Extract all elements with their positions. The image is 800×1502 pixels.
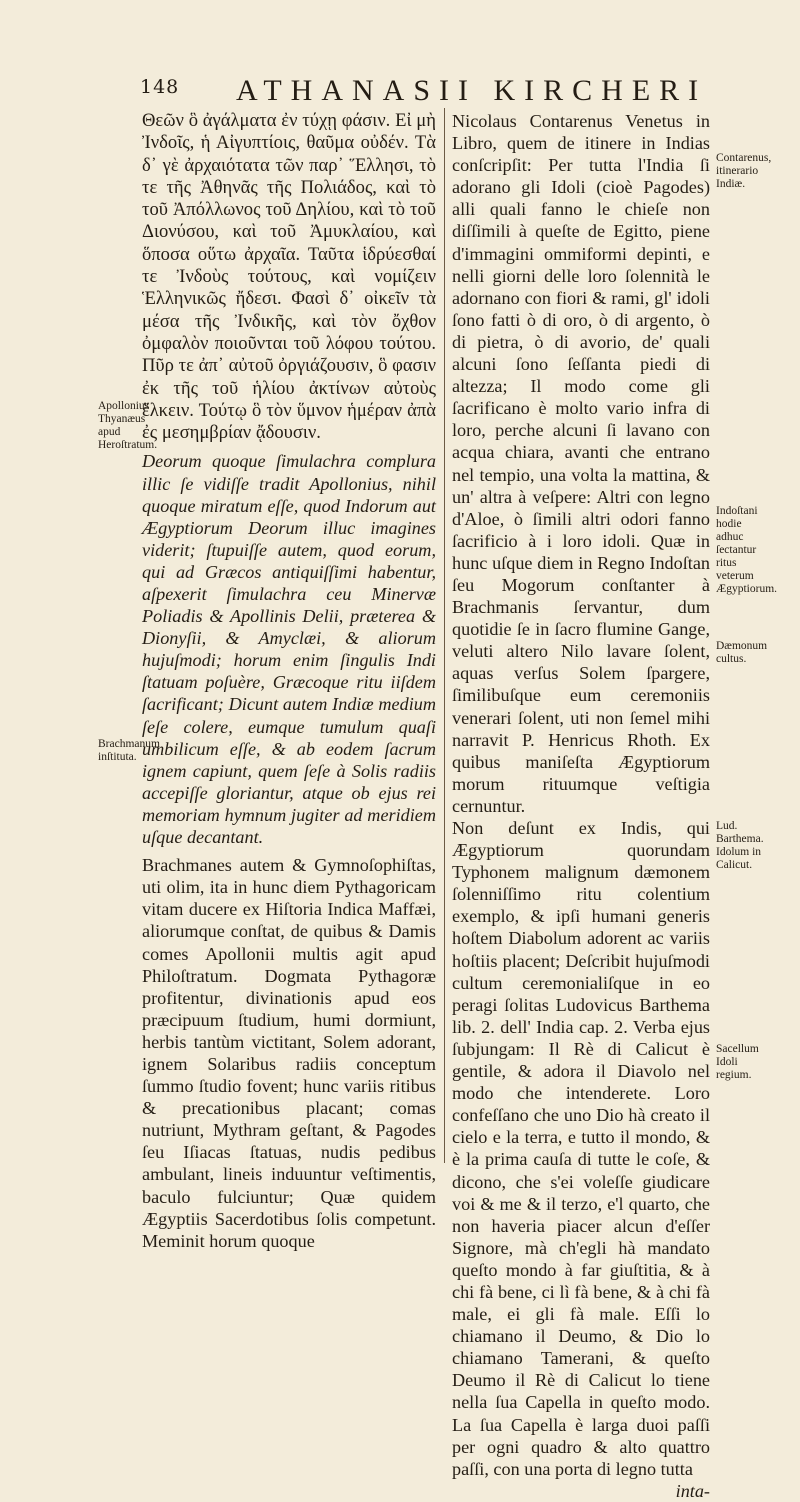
margin-note-daemonum: Dæmonum cultus. [716, 640, 768, 665]
column-divider [444, 108, 445, 1163]
latin-paragraph-brachmanes: Brachmanes autem & Gymnoſophiſtas, uti olim, ita in hunc diem Pythagoricam vitam ducere ex Hiſtoria Indica Maffæi, aliorumque conſtat, de quibus & Damis comes Apollonii multis agit apud Philoſtratum. Dogmata Pythagoræ profitentur, divinationis apud eos præcipuum ſtudium, humi dormiunt, herbis tantùm victitant, Solem adorant, ignem Solaribus radiis conceptum ſummo ſtudio fovent; hunc variis ritibus & precationibus placant; comas nutriunt, Mythram geſtant, & Pagodes ſeu Iſiacas ſtatuas, nudis pedibus ambulant, lineis induuntur veſtimentis, baculo fulciuntur; Quæ quidem Ægyptiis Sacerdotibus ſolis competunt. Meminit horum quoque [142, 855, 436, 1251]
margin-note-brachmanum: Brachmanum inſtituta. [98, 738, 160, 763]
paragraph-contarenus: Nicolaus Contarenus Venetus in Libro, quem de itinere in Indias conſcripſit: Per tutta l'India ſi adorano gli Idoli (cioè Pagodes) alli quali fanno le chieſe non diſſimili à queſte de Egitto, piene d'immagini ommiformi depinti, e nelli giorni delle loro ſolennità le adornano con fiori & rami, gl' idoli ſono fatti ò di oro, ò di argento, ò di pietra, ò di avorio, de' quali alcuni ſono ſeſſanta piedi di altezza; Il modo come gli ſacrificano è molto vario infra di loro, perche alcuni ſi lavano con acqua chiara, avanti che entrano nel tempio, una volta la mattina, & un' altra à veſpere: Altri con legno d'Aloe, ò ſimili altri odori fanno ſacrificio à i loro idoli. Quæ in hunc uſque diem in Regno Indoſtan ſeu Mogorum conſtanter à Brachmanis ſervantur, dum quotidie ſe in ſacro flumine Gange, veluti altero Nilo lavare ſolent, aquas verſus Solem ſpargere, ſimilibuſque eum ceremoniis venerari ſolent, uti non ſemel mihi narravit P. Henricus Rhoth. Ex quibus maniſeſta Ægyptiorum morum rituumque veſtigia cernuntur. [452, 111, 710, 816]
latin-paragraph-apollonius: Deorum quoque ſimulachra complura illic ſe vidiſſe tradit Apollonius, nihil quoque miratum eſſe, quod Indorum aut Ægyptiorum Deorum illuc imagines viderit; ſtupuiſſe autem, quod eorum, qui ad Græcos antiquiſſimi habentur, aſpexerit ſimulachra ceu Minervæ Poliadis & Apollinis Delii, præterea & Dionyſii, & Amyclæi, & aliorum hujuſmodi; horum enim ſingulis Indi ſtatuam poſuère, Græcoque ritu iiſdem ſacrificant; Dicunt autem Indiæ medium ſeſe colere, eumque tumulum quaſi umbilicum eſſe, & ab eodem ſacrum ignem capiunt, quem ſeſe à Solis radiis accepiſſe gloriantur, atque ob ejus rei memoriam hymnum jugiter ad meridiem uſque decantant. [142, 451, 436, 848]
margin-note-indostani: Indoſtani hodie adhuc ſectantur ritus veterum Ægyptiorum. [716, 505, 778, 595]
page-header [36, 74, 776, 107]
running-title: ATHANASII KIRCHERI [236, 74, 708, 107]
margin-note-sacellum: Sacellum Idoli regium. [716, 1043, 759, 1081]
margin-note-contarenus: Contarenus, itinerario Indiæ. [716, 152, 772, 190]
margin-note-barthema: Lud. Barthema. [716, 820, 764, 845]
margin-note-idolum: Idolum in Calicut. [716, 846, 762, 871]
page-number: 148 [140, 76, 180, 98]
catchword: inta- [675, 1480, 710, 1501]
greek-passage: Θεῶν ὃ ἀγάλματα ἐν τύχῃ φάσιν. Εἰ μὴ Ἰνδοῖς, ἡ Αἰγυπτίοις, θαῦμα οὐδέν. Τὰ δ᾽ γὲ ἀρχαιότατα τῶν παρ᾽ Ἕλλησι, τὸ τε τῆς Ἀθηνᾶς τῆς Πολιάδος, καὶ τὸ τοῦ Ἀπόλλωνος τοῦ Δηλίου, καὶ τὸ τοῦ Διονύσου, καὶ τοῦ Ἀμυκλαίου, καὶ ὅποσα οὕτω ἀρχαῖα. Ταῦτα ἱδρύεσθαί τε Ἰνδοὺς τούτους, καὶ νομίζειν Ἑλληνικῶς ἤδεσι. Φασὶ δ᾽ οἰκεῖν τὰ μέσα τῆς Ἰνδικῆς, καὶ τὸν ὄχθον ὀμφαλὸν ποιοῦνται τοῦ λόφου τούτου. Πῦρ τε ἀπ᾽ αὐτοῦ ὀργιάζουσιν, ὃ φασιν ἐκ τῆς τοῦ ἡλίου ἀκτίνων αὐτοὺς ἕλκειν. Τούτῳ ὃ τὸν ὕμνον ἡμέραν ἀπὰ ἐς μεσημβρίαν ᾄδουσιν. [142, 110, 436, 444]
margin-note-apollonius: Apollonius Thyanæus apud Heroſtratum. [98, 400, 158, 451]
left-column [142, 110, 436, 1252]
paragraph-daemonum: Non deſunt ex Indis, qui Ægyptiorum quorundam Typhonem malignum dæmonem ſolenniſſimo ritu colentium exemplo, & ipſi humani generis hoſtem Diabolum adorent ac variis hoſtiis placent; Deſcribit hujuſmodi cultum ceremonialiſque in eo peragi ſolitas Ludovicus Barthema lib. 2. dell' India cap. 2. Verba ejus ſubjungam: Il Rè di Calicut è gentile, & adora il Diavolo nel modo che intenderete. Loro confeſſano che uno Dio hà creato il cielo e la terra, e tutto il mondo, & è la prima cauſa di tutte le coſe, & dicono, che s'ei voleſſe giudicare voi & me & il terzo, e'l quarto, che non haveria piacer alcun d'eſſer Signore, mà ch'egli hà mandato queſto mondo à far giuſtitia, & à chi fà bene, ci lì fà bene, & à chi fà male, ei gli fà male. Eſſi lo chiamano il Deumo, & Dio lo chiamano Tamerani, & queſto Deumo il Rè di Calicut lo tiene nella ſua Capella in queſto modo. La ſua Capella è larga duoi paſſi per ogni quadro & alto quattro paſſi, con una porta di legno tutta [452, 818, 710, 1479]
right-column [452, 110, 710, 1502]
